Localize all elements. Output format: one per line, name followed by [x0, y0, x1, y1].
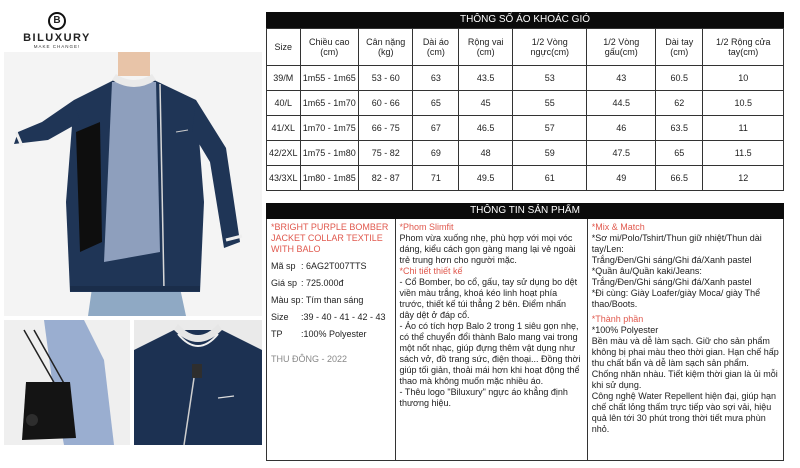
table-cell: 66 - 75: [358, 116, 413, 141]
table-row: [267, 91, 784, 116]
table-cell: 1m70 - 1m75: [300, 116, 358, 141]
product-photo-main: [4, 52, 262, 316]
detail-text: - Áo có tích hợp Balo 2 trong 1 siêu gọn nhẹ, có thể chuyển đổi thành Balo mang vai trong một nốt nhạc, giúp đựng thêm vật dụng như sách vở, đồ trang sức, điện thoại... Đồng thời giúp tối giản, thoải mái hơn khi hoạt động thể thao mà không muốn mặc nhiều áo.: [399, 321, 581, 386]
table-cell: 63: [413, 66, 459, 91]
header-cuff: 1/2 Rộng cửa tay(cm): [703, 29, 784, 66]
table-cell: 69: [413, 141, 459, 166]
spec-value: : Tím than sáng: [301, 295, 364, 305]
table-cell: 65: [413, 91, 459, 116]
table-cell: 10.5: [703, 91, 784, 116]
header-shoulder: Rộng vai (cm): [459, 29, 513, 66]
detail-text: - Thêu logo "Biluxury" ngực áo khẳng định thương hiệu.: [399, 387, 568, 408]
product-name: *BRIGHT PURPLE BOMBER JACKET COLLAR TEXTILE WITH BALO: [271, 222, 389, 254]
table-cell: 60 - 66: [358, 91, 413, 116]
brand-tagline: MAKE CHANGE!: [33, 44, 81, 49]
detail-title: *Chi tiết thiết kế: [399, 266, 463, 276]
mix-text: Trắng/Đen/Ghi sáng/Ghi đá/Xanh pastel: [591, 277, 752, 287]
size-table-header: [267, 29, 784, 66]
mix-text: *Sơ mi/Polo/Tshirt/Thun giữ nhiệt/Thun dài tay/Len:: [591, 233, 762, 254]
table-cell: 46.5: [459, 116, 513, 141]
table-cell: 60.5: [656, 66, 703, 91]
mix-title: *Mix & Match: [591, 222, 645, 232]
spec-material: [271, 329, 391, 340]
header-height: Chiều cao (cm): [300, 29, 358, 66]
material-text: Công nghệ Water Repellent hiện đại, giúp hạn chế chất lỏng thấm trực tiếp vào sợi vải, hiệu quả lên tới 30 phút trong thời tiết mưa phùn nhỏ.: [591, 391, 777, 434]
brand-initial: B: [48, 12, 66, 30]
mix-text: *Đi cùng: Giày Loafer/giày Moca/ giày Thể thao/Boots.: [591, 288, 761, 309]
size-chart: [266, 12, 784, 191]
phom-text: Phom vừa xuống nhẹ, phù hợp với mọi vóc dáng, kiểu cách gọn gàng mang lại vẻ ngoài trẻ trung hơn cho người mặc.: [399, 233, 576, 265]
material-text: Bền màu và dễ làm sạch. Giữ cho sản phẩm không bị phai màu theo thời gian. Hạn chế hấp thu chất bẩn và dễ làm sạch sản phẩm.: [591, 336, 779, 368]
size-table: [266, 28, 784, 191]
spec-value: : 725.000đ: [301, 278, 344, 288]
table-cell: 44.5: [587, 91, 656, 116]
table-row: [267, 116, 784, 141]
table-cell: 40/L: [267, 91, 301, 116]
table-cell: 47.5: [587, 141, 656, 166]
table-cell: 1m65 - 1m70: [300, 91, 358, 116]
brand-name: BILUXURY: [23, 32, 91, 44]
material-text: Chống nhăn nhàu. Tiết kiệm thời gian là ủi mỗi khi sử dụng.: [591, 369, 778, 390]
spec-label: Size: [271, 312, 289, 322]
table-cell: 49.5: [459, 166, 513, 191]
table-cell: 11.5: [703, 141, 784, 166]
table-cell: 53 - 60: [358, 66, 413, 91]
mix-text: *Quần âu/Quần kaki/Jeans:: [591, 266, 702, 276]
table-cell: 48: [459, 141, 513, 166]
phom-title: *Phom Slimfit: [399, 222, 454, 232]
product-info: [266, 203, 784, 461]
material-title: *Thành phần: [591, 314, 644, 324]
table-cell: 43.5: [459, 66, 513, 91]
table-cell: 57: [513, 116, 587, 141]
table-cell: 55: [513, 91, 587, 116]
spec-value: : 6AG2T007TTS: [301, 261, 367, 271]
table-row: [267, 141, 784, 166]
spec-value: :39 - 40 - 41 - 42 - 43: [301, 312, 386, 322]
spec-label: TP: [271, 329, 283, 339]
table-cell: 42/2XL: [267, 141, 301, 166]
table-cell: 1m80 - 1m85: [300, 166, 358, 191]
product-summary: [267, 219, 396, 460]
header-size: Size: [267, 29, 301, 66]
size-chart-title: THÔNG SỐ ÁO KHOÁC GIÓ: [266, 12, 784, 28]
table-cell: 61: [513, 166, 587, 191]
table-cell: 39/M: [267, 66, 301, 91]
table-cell: 46: [587, 116, 656, 141]
table-cell: 43/3XL: [267, 166, 301, 191]
table-cell: 62: [656, 91, 703, 116]
table-cell: 67: [413, 116, 459, 141]
spec-label: Giá sp: [271, 278, 298, 288]
brand-logo: [12, 12, 102, 49]
spec-label: Màu sp: [271, 295, 301, 305]
table-cell: 11: [703, 116, 784, 141]
product-info-title: THÔNG TIN SẢN PHẨM: [266, 203, 784, 219]
table-cell: 10: [703, 66, 784, 91]
spec-value: :100% Polyester: [301, 329, 367, 339]
table-cell: 41/XL: [267, 116, 301, 141]
table-cell: 66.5: [656, 166, 703, 191]
table-cell: 1m75 - 1m80: [300, 141, 358, 166]
mix-text: Trắng/Đen/Ghi sáng/Ghi đá/Xanh pastel: [591, 255, 752, 265]
spec-size: [271, 312, 391, 323]
table-cell: 43: [587, 66, 656, 91]
header-weight: Cân nặng (kg): [358, 29, 413, 66]
table-cell: 63.5: [656, 116, 703, 141]
spec-code: [271, 261, 391, 272]
material-text: *100% Polyester: [591, 325, 659, 335]
spec-price: [271, 278, 391, 289]
season-label: THU ĐÔNG - 2022: [271, 354, 348, 364]
header-sleeve: Dài tay (cm): [656, 29, 703, 66]
table-cell: 65: [656, 141, 703, 166]
spec-label: Mã sp: [271, 261, 296, 271]
product-design: [396, 219, 588, 460]
table-row: [267, 66, 784, 91]
product-photo-backpack: [4, 320, 130, 445]
table-cell: 1m55 - 1m65: [300, 66, 358, 91]
table-cell: 59: [513, 141, 587, 166]
product-styling: [588, 219, 783, 460]
header-chest: 1/2 Vòng ngực(cm): [513, 29, 587, 66]
detail-text: - Cổ Bomber, bo cổ, gấu, tay sử dụng bo dệt viền màu trắng, khoá kéo linh hoạt phía trước, thiết kế túi thẳng 2 bên. Điểm nhấn dây dệt ở đáp cổ.: [399, 277, 578, 320]
table-row: [267, 166, 784, 191]
spec-color: [271, 295, 391, 306]
table-cell: 49: [587, 166, 656, 191]
table-cell: 45: [459, 91, 513, 116]
header-length: Dài áo (cm): [413, 29, 459, 66]
table-cell: 53: [513, 66, 587, 91]
table-cell: 12: [703, 166, 784, 191]
header-hem: 1/2 Vòng gấu(cm): [587, 29, 656, 66]
product-photo-closeup: [134, 320, 262, 445]
table-cell: 71: [413, 166, 459, 191]
table-cell: 75 - 82: [358, 141, 413, 166]
table-cell: 82 - 87: [358, 166, 413, 191]
